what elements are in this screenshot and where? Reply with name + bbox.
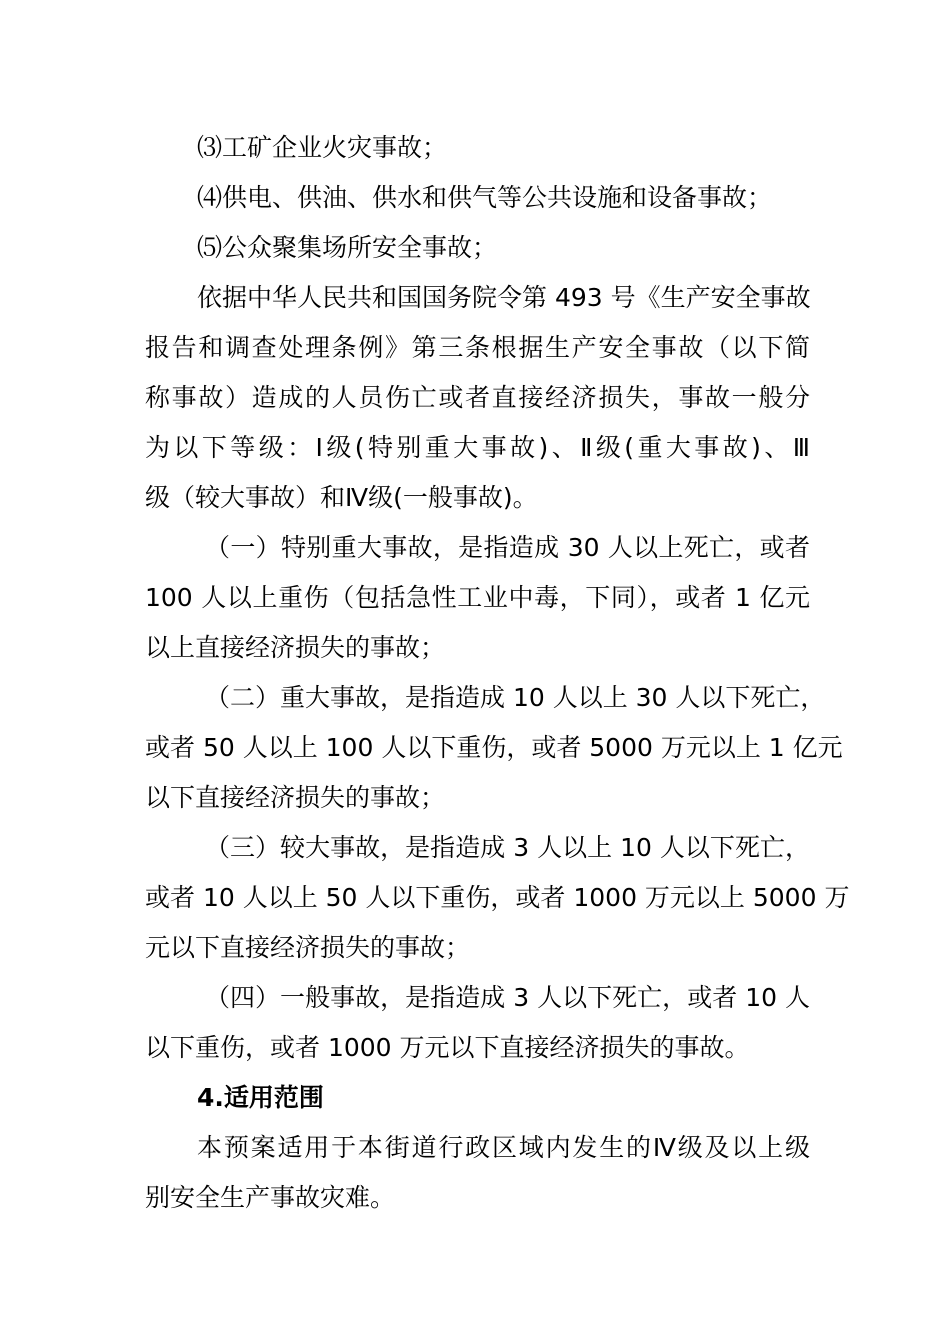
grade-1-line: （一）特别重大事故，是指造成 30 人以上死亡，或者 [205,533,810,562]
grade-4-line: 以下重伤，或者 1000 万元以下直接经济损失的事故。 [145,1033,750,1062]
grade-1-line: 100 人以上重伤（包括急性工业中毒，下同），或者 1 亿元 [145,583,810,612]
grade-1-line: 以上直接经济损失的事故； [145,633,446,662]
scope-line: 别安全生产事故灾难。 [145,1183,396,1212]
list-item-4: ⑷供电、供油、供水和供气等公共设施和设备事故； [197,183,773,212]
list-item-3: ⑶工矿企业火灾事故； [197,133,448,162]
paragraph-line: 级（较大事故）和Ⅳ级(一般事故)。 [145,483,538,512]
paragraph-line: 报告和调查处理条例》第三条根据生产安全事故（以下简 [145,333,810,362]
grade-3-line: （三）较大事故，是指造成 3 人以上 10 人以下死亡， [205,833,810,862]
scope-line: 本预案适用于本街道行政区域内发生的Ⅳ级及以上级 [197,1133,810,1162]
document-body [145,123,850,1223]
grade-2-line: 以下直接经济损失的事故； [145,783,446,812]
grade-3-line: 元以下直接经济损失的事故； [145,933,471,962]
grade-3-line: 或者 10 人以上 50 人以下重伤，或者 1000 万元以上 5000 万 [145,883,850,912]
paragraph-line: 称事故）造成的人员伤亡或者直接经济损失，事故一般分 [145,383,810,412]
grade-2-line: 或者 50 人以上 100 人以下重伤，或者 5000 万元以上 1 亿元 [145,733,843,762]
paragraph-line: 为以下等级：Ⅰ级(特别重大事故)、Ⅱ级(重大事故)、Ⅲ [145,433,810,462]
list-item-5: ⑸公众聚集场所安全事故； [197,233,498,262]
grade-4-line: （四）一般事故，是指造成 3 人以下死亡，或者 10 人 [205,983,810,1012]
section-heading: 4.适用范围 [197,1083,324,1112]
grade-2-line: （二）重大事故，是指造成 10 人以上 30 人以下死亡， [205,683,826,712]
paragraph-line: 依据中华人民共和国国务院令第 493 号《生产安全事故 [197,283,811,312]
